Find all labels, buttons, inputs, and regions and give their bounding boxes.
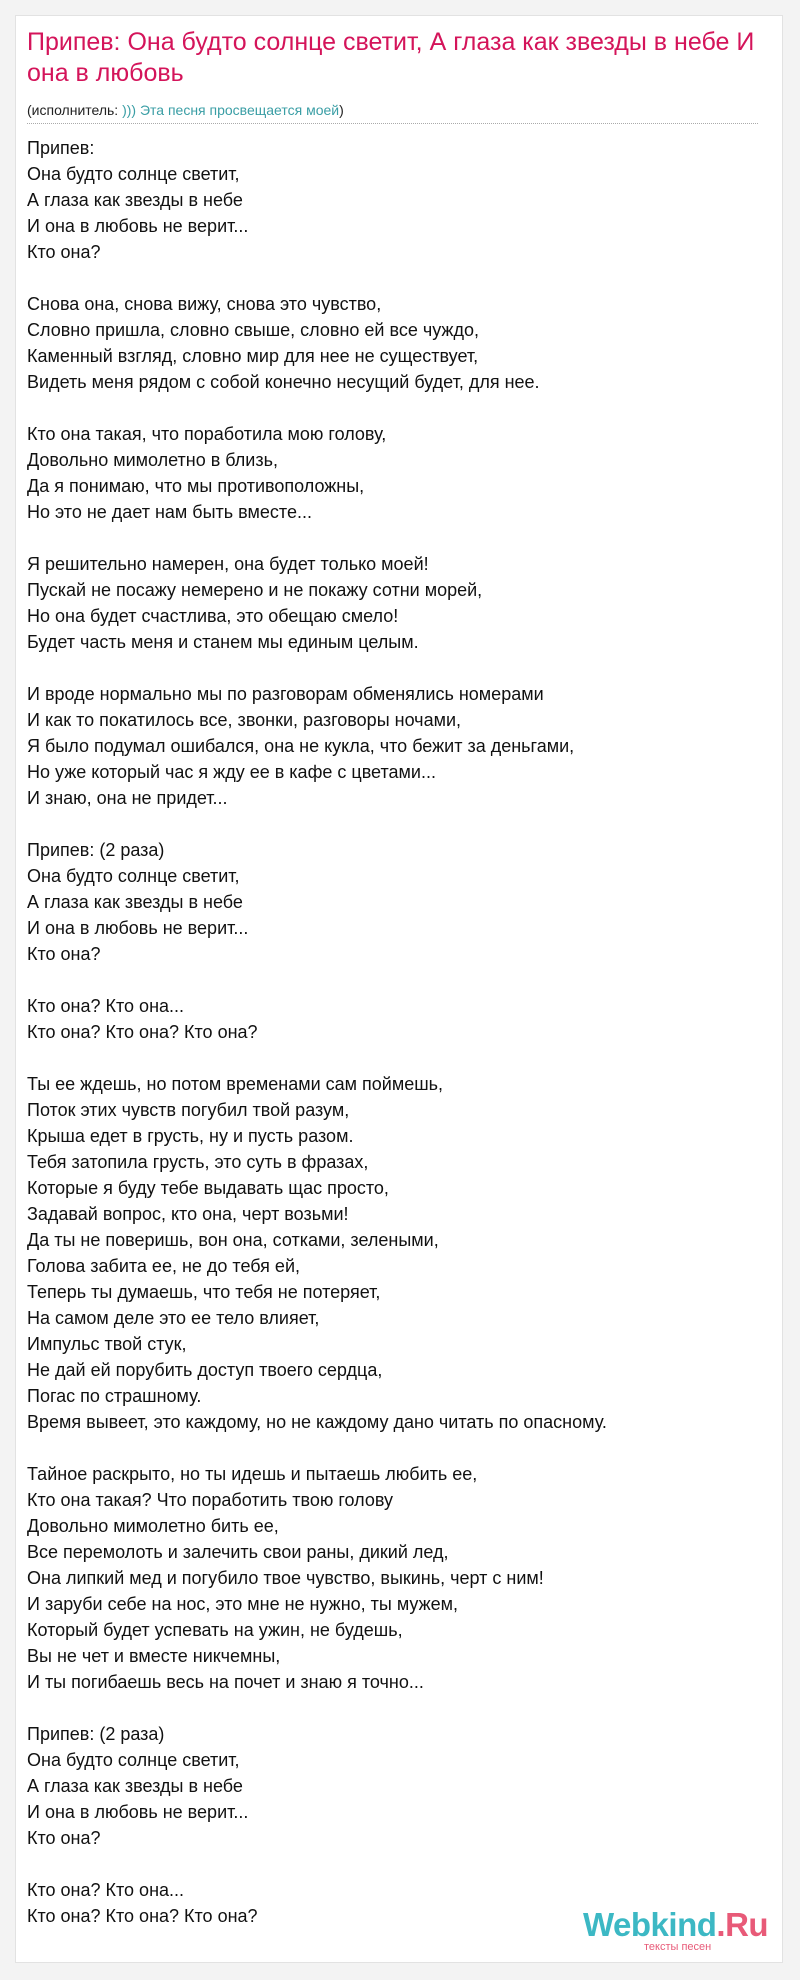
lyric-line: Она будто солнце светит, — [27, 164, 240, 184]
stanza-break — [27, 1435, 767, 1461]
lyric-line: Кто она? Кто она? Кто она? — [27, 1906, 258, 1926]
lyric-line: Кто она? — [27, 944, 101, 964]
lyric-line: Импульс твой стук, — [27, 1334, 187, 1354]
lyric-line: Словно пришла, словно свыше, словно ей все чуждо, — [27, 320, 479, 340]
lyric-line: Которые я буду тебе выдавать щас просто, — [27, 1178, 389, 1198]
lyric-line: Кто она? Кто она? Кто она? — [27, 1022, 258, 1042]
lyric-line: Видеть меня рядом с собой конечно несущий будет, для нее. — [27, 372, 540, 392]
lyric-line: И она в любовь не верит... — [27, 1802, 249, 1822]
lyric-line: Кто она такая, что поработила мою голову, — [27, 424, 387, 444]
lyric-line: Да я понимаю, что мы противоположны, — [27, 476, 365, 496]
lyric-line: Я решительно намерен, она будет только моей! — [27, 554, 429, 574]
lyric-line: Все перемолоть и залечить свои раны, дикий лед, — [27, 1542, 449, 1562]
lyric-line: Она будто солнце светит, — [27, 866, 240, 886]
lyrics-body — [27, 135, 767, 1929]
lyric-line: А глаза как звезды в небе — [27, 892, 243, 912]
lyric-line: На самом деле это ее тело влияет, — [27, 1308, 320, 1328]
lyric-line: Кто она? — [27, 242, 101, 262]
logo-tagline: тексты песен — [644, 1941, 712, 1953]
lyric-line: И она в любовь не верит... — [27, 918, 249, 938]
lyric-line: Задавай вопрос, кто она, черт возьми! — [27, 1204, 349, 1224]
performer-line — [27, 101, 757, 119]
lyric-line: И знаю, она не придет... — [27, 788, 228, 808]
lyric-line: Кто она? Кто она... — [27, 996, 185, 1016]
lyric-line: Она липкий мед и погубило твое чувство, выкинь, черт с ним! — [27, 1568, 544, 1588]
stanza-break — [27, 655, 767, 681]
lyric-line: И ты погибаешь весь на почет и знаю я точно... — [27, 1672, 424, 1692]
logo-domain: .Ru — [716, 1906, 769, 1943]
performer-suffix: ) — [339, 102, 344, 118]
lyric-line: Но уже который час я жду ее в кафе с цветами... — [27, 762, 436, 782]
lyric-line: Каменный взгляд, словно мир для нее не существует, — [27, 346, 479, 366]
stanza-break — [27, 967, 767, 993]
stanza-break — [27, 265, 767, 291]
lyric-line: Теперь ты думаешь, что тебя не потеряет, — [27, 1282, 381, 1302]
lyric-line: Тебя затопила грусть, это суть в фразах, — [27, 1152, 369, 1172]
lyric-line: Но это не дает нам быть вместе... — [27, 502, 312, 522]
lyric-line: И как то покатилось все, звонки, разговоры ночами, — [27, 710, 462, 730]
lyric-line: Кто она? Кто она... — [27, 1880, 185, 1900]
lyric-line: Припев: (2 раза) — [27, 840, 165, 860]
lyric-line: Припев: (2 раза) — [27, 1724, 165, 1744]
lyric-line: Довольно мимолетно в близь, — [27, 450, 278, 470]
lyric-line: Довольно мимолетно бить ее, — [27, 1516, 279, 1536]
performer-prefix: (исполнитель: — [27, 102, 123, 118]
lyric-line: Да ты не поверишь, вон она, сотками, зелеными, — [27, 1230, 439, 1250]
lyric-line: Крыша едет в грусть, ну и пусть разом. — [27, 1126, 354, 1146]
lyric-line: Будет часть меня и станем мы единым целым. — [27, 632, 419, 652]
stanza-break — [27, 525, 767, 551]
webkind-logo[interactable] — [583, 1908, 768, 1941]
page-title: Припев: Она будто солнце светит, А глаза как звезды в небе И она в любовь — [27, 28, 755, 87]
logo-brand: Webkind — [583, 1906, 717, 1943]
lyric-line: Кто она? — [27, 1828, 101, 1848]
lyric-line: Который будет успевать на ужин, не будешь, — [27, 1620, 403, 1640]
lyric-line: Ты ее ждешь, но потом временами сам поймешь, — [27, 1074, 444, 1094]
lyric-line: Тайное раскрыто, но ты идешь и пытаешь любить ее, — [27, 1464, 478, 1484]
lyric-line: И заруби себе на нос, это мне не нужно, ты мужем, — [27, 1594, 459, 1614]
lyric-line: А глаза как звезды в небе — [27, 190, 243, 210]
lyric-line: Погас по страшному. — [27, 1386, 202, 1406]
stanza-break — [27, 1695, 767, 1721]
lyric-line: Она будто солнце светит, — [27, 1750, 240, 1770]
lyric-line: Но она будет счастлива, это обещаю смело! — [27, 606, 399, 626]
lyric-line: Кто она такая? Что поработить твою голову — [27, 1490, 394, 1510]
lyric-line: Припев: — [27, 138, 95, 158]
lyric-line: Время вывеет, это каждому, но не каждому дано читать по опасному. — [27, 1412, 607, 1432]
lyric-line: Пускай не посажу немерено и не покажу сотни морей, — [27, 580, 483, 600]
stanza-break — [27, 395, 767, 421]
stanza-break — [27, 1045, 767, 1071]
performer-link[interactable]: ))) Эта песня просвещается моей — [122, 102, 340, 118]
lyric-line: Не дай ей порубить доступ твоего сердца, — [27, 1360, 383, 1380]
lyric-line: Снова она, снова вижу, снова это чувство, — [27, 294, 382, 314]
lyric-line: Вы не чет и вместе никчемны, — [27, 1646, 281, 1666]
lyric-line: Голова забита ее, не до тебя ей, — [27, 1256, 300, 1276]
lyric-line: Я было подумал ошибался, она не кукла, что бежит за деньгами, — [27, 736, 575, 756]
lyric-line: А глаза как звезды в небе — [27, 1776, 243, 1796]
stanza-break — [27, 1851, 767, 1877]
lyric-line: И вроде нормально мы по разговорам обменялись номерами — [27, 684, 544, 704]
lyric-line: И она в любовь не верит... — [27, 216, 249, 236]
lyric-line: Поток этих чувств погубил твой разум, — [27, 1100, 350, 1120]
stanza-break — [27, 811, 767, 837]
header-divider — [27, 123, 758, 124]
